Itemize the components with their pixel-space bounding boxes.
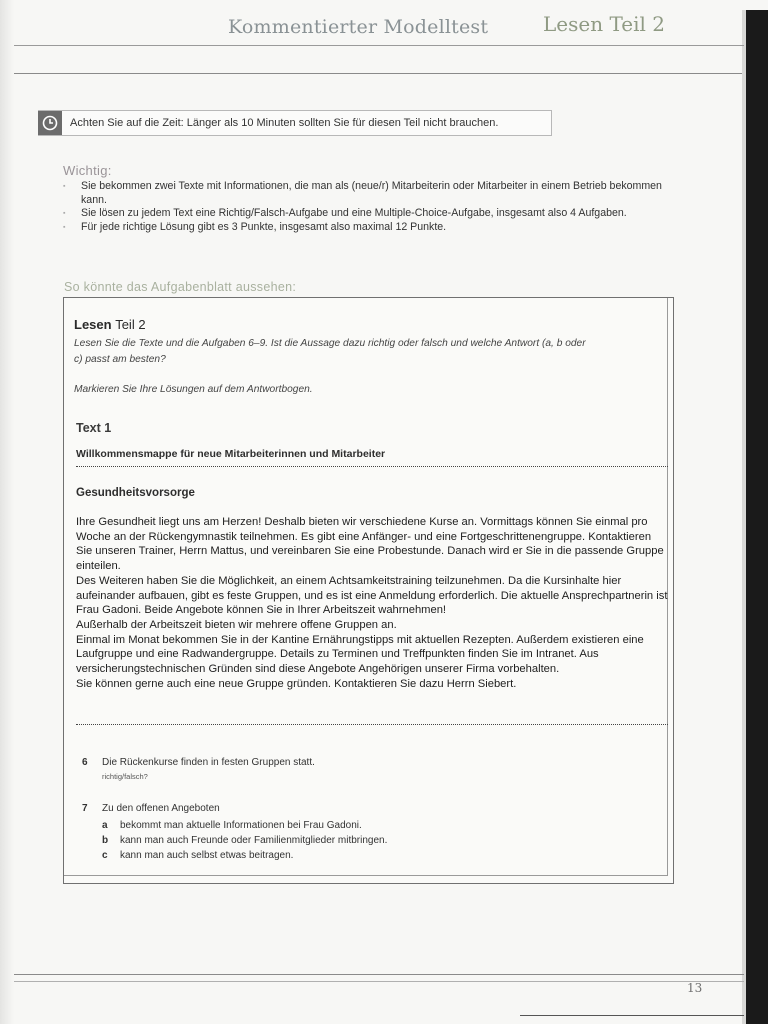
text-paragraph: Einmal im Monat bekommen Sie in der Kantine Ernährungstipps mit aktuellen Rezepten. Außerdem existieren eine Laufgruppe und eine Radwandergruppe. Details zu Terminen und Treffpunkten finden Sie im Intranet. Aus versicherungstechnischen Gründen sind diese Angebote Angehörigen unserer Firma vorbehalten. xyxy=(76,633,644,676)
option-text: kann man auch Freunde oder Familienmitglieder mitbringen. xyxy=(120,835,388,846)
question-6 xyxy=(82,757,315,768)
header-title: Kommentierter Modelltest xyxy=(228,16,489,38)
header-divider xyxy=(14,46,742,74)
task-title-rest: Teil 2 xyxy=(115,317,146,332)
task-instruction: Lesen Sie die Texte und die Aufgaben 6–9. Ist die Aussage dazu richtig oder falsch und welche Antwort (a, b oder c) passt am besten? xyxy=(74,338,586,365)
wichtig-list xyxy=(63,180,668,234)
text-paragraph: Des Weiteren haben Sie die Möglichkeit, an einem Achtsamkeitstraining teilzunehmen. Da die Kursinhalte hier aufeinander aufbauen, gibt es feste Gruppen, und es ist eine Anmeldung erforderlich. Die aktuelle Ansprechpartnerin ist Frau Gadoni. Beide Angebote können Sie in Ihrer Arbeitszeit wahrnehmen! xyxy=(76,574,668,617)
task-sheet xyxy=(63,297,674,884)
text-paragraph: Ihre Gesundheit liegt uns am Herzen! Deshalb bieten wir verschiedene Kurse an. Vormittags können Sie einmal pro Woche an der Rückengymnastik teilnehmen. Es gibt eine Anfänger- und eine Fortgeschrittenengruppe. Kontaktieren Sie unseren Trainer, Herrn Mattus, und vereinbaren Sie eine Probestunde. Danach wird er Sie in die passende Gruppe einteilen. xyxy=(76,516,664,573)
question-number: 7 xyxy=(82,803,88,814)
text-paragraph: Sie können gerne auch eine neue Gruppe gründen. Kontaktieren Sie dazu Herrn Siebert. xyxy=(76,677,517,690)
text-label: Text 1 xyxy=(76,421,112,435)
footer-divider xyxy=(14,974,744,982)
text-body xyxy=(76,515,668,691)
option-letter: a xyxy=(102,820,108,831)
question-text: Zu den offenen Angeboten xyxy=(102,803,220,814)
footer-bottom-divider xyxy=(520,1015,744,1016)
page-number: 13 xyxy=(687,981,703,995)
question-number: 6 xyxy=(82,757,88,768)
task-title-bold: Lesen xyxy=(74,317,112,332)
section-title: Lesen Teil 2 xyxy=(543,12,665,36)
option-text: bekommt man aktuelle Informationen bei Frau Gadoni. xyxy=(120,820,362,831)
question-text: Die Rückenkurse finden in festen Gruppen statt. xyxy=(102,757,315,768)
scan-shadow-left xyxy=(0,0,14,1024)
example-heading: So könnte das Aufgabenblatt aussehen: xyxy=(64,280,297,294)
dotted-divider xyxy=(76,466,668,467)
list-item: ▪ Sie lösen zu jedem Text eine Richtig/Falsch-Aufgabe und eine Multiple-Choice-Aufgabe, insgesamt also 4 Aufgaben. xyxy=(63,207,668,221)
task-instruction-mark: Markieren Sie Ihre Lösungen auf dem Antwortbogen. xyxy=(74,384,313,395)
option-letter: b xyxy=(102,835,109,846)
time-note-box xyxy=(38,110,552,136)
answer-options xyxy=(102,818,387,863)
task-title xyxy=(74,317,146,332)
scan-shadow-right xyxy=(746,10,768,1024)
text-heading: Willkommensmappe für neue Mitarbeiterinnen und Mitarbeiter xyxy=(76,448,386,460)
time-note-text: Achten Sie auf die Zeit: Länger als 10 Minuten sollten Sie für diesen Teil nicht brauchen. xyxy=(70,117,499,129)
answer-option-c xyxy=(102,848,387,863)
option-letter: c xyxy=(102,850,108,861)
list-item: ▪ Für jede richtige Lösung gibt es 3 Punkte, insgesamt also maximal 12 Punkte. xyxy=(63,221,668,235)
text-paragraph: Außerhalb der Arbeitszeit bieten wir mehrere offene Gruppen an. xyxy=(76,618,397,631)
text-section-title: Gesundheitsvorsorge xyxy=(76,487,195,499)
question-7 xyxy=(82,803,220,814)
question-hint: richtig/falsch? xyxy=(102,772,148,781)
option-text: kann man auch selbst etwas beitragen. xyxy=(120,850,294,861)
answer-option-a xyxy=(102,818,387,833)
dotted-divider xyxy=(76,724,668,725)
answer-option-b xyxy=(102,833,387,848)
wichtig-heading: Wichtig: xyxy=(63,163,112,178)
clock-icon xyxy=(38,111,62,135)
list-item: ▪ Sie bekommen zwei Texte mit Informationen, die man als (neue/r) Mitarbeiterin oder Mitarbeiter in einem Betrieb bekommen kann. xyxy=(63,180,668,207)
